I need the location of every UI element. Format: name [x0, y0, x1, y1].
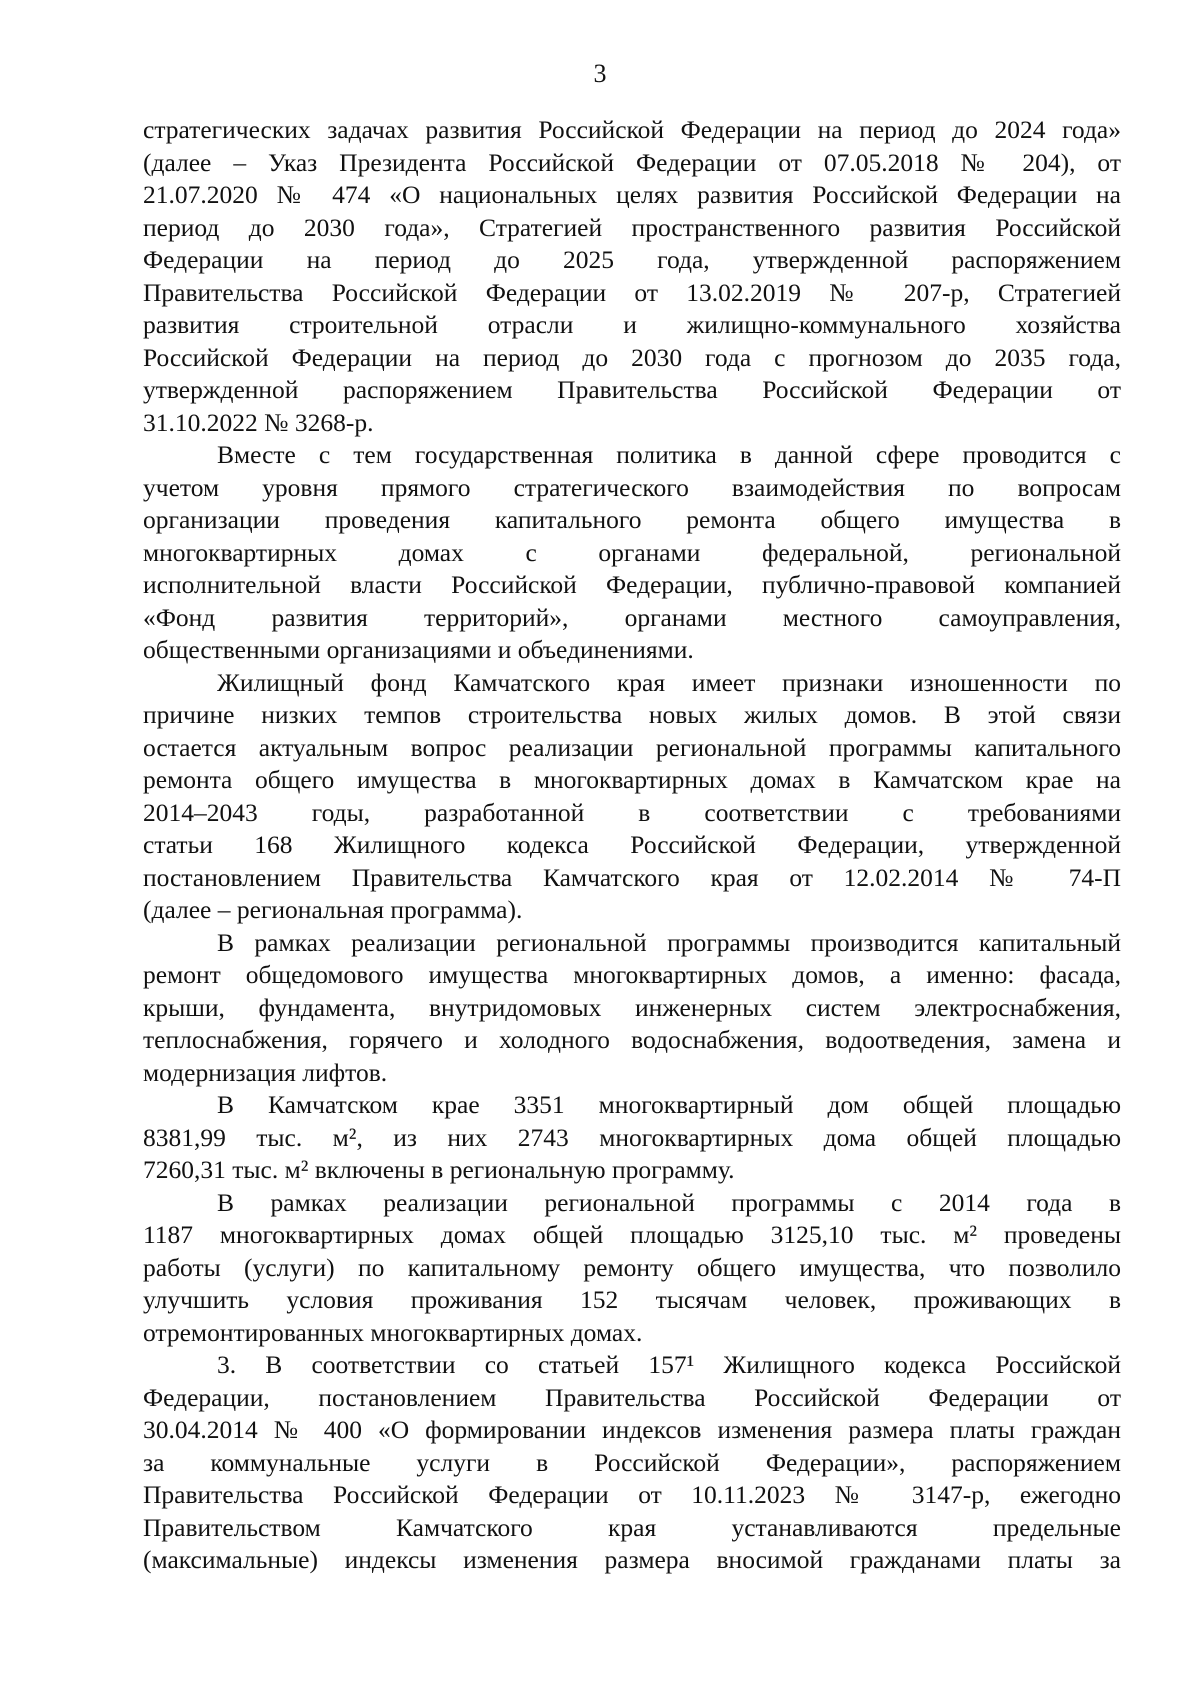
text-line: Федерации на период до 2025 года, утвержденной распоряжением	[143, 245, 1121, 274]
paragraph-repair-scope	[143, 927, 1121, 1090]
document-body	[143, 114, 1121, 1577]
text-line: В Камчатском крае 3351 многоквартирный дом общей площадью	[217, 1090, 1121, 1119]
text-line: учетом уровня прямого стратегического взаимодействия по вопросам	[143, 472, 1121, 502]
text-line: 3. В соответствии со статьей 157¹ Жилищного кодекса Российской	[217, 1350, 1121, 1379]
text-line: улучшить условия проживания 152 тысячам человек, проживающих в	[143, 1285, 1121, 1314]
text-line: (далее – Указ Президента Российской Федерации от 07.05.2018 № 204), от	[143, 147, 1121, 177]
text-line: утвержденной распоряжением Правительства Российской Федерации от	[143, 375, 1121, 404]
text-line: развития строительной отрасли и жилищно-коммунального хозяйства	[143, 310, 1121, 339]
paragraph-housing-stock	[143, 667, 1121, 927]
text-line: (максимальные) индексы изменения размера вносимой гражданами платы за	[143, 1545, 1121, 1574]
text-line: отремонтированных многоквартирных домах.	[143, 1317, 643, 1347]
text-line: В рамках реализации региональной программы с 2014 года в	[217, 1187, 1121, 1217]
text-line: период до 2030 года», Стратегией пространственного развития Российской	[143, 212, 1121, 242]
text-line: Федерации, постановлением Правительства Российской Федерации от	[143, 1382, 1121, 1412]
text-line: Жилищный фонд Камчатского края имеет признаки изношенности по	[217, 667, 1121, 697]
text-line: 1187 многоквартирных домах общей площадью 3125,10 тыс. м² проведены	[143, 1220, 1121, 1249]
text-line: В рамках реализации региональной программы производится капитальный	[217, 927, 1121, 957]
text-line: 8381,99 тыс. м², из них 2743 многоквартирных дома общей площадью	[143, 1122, 1121, 1152]
text-line: модернизация лифтов.	[143, 1057, 388, 1087]
text-line: 30.04.2014 № 400 «О формировании индексов изменения размера платы граждан	[143, 1415, 1121, 1444]
text-line: за коммунальные услуги в Российской Федерации», распоряжением	[143, 1447, 1121, 1477]
text-line: Правительства Российской Федерации от 10.11.2023 № 3147-р, ежегодно	[143, 1480, 1121, 1509]
text-line: 31.10.2022 № 3268-р.	[143, 407, 374, 437]
text-line: Правительством Камчатского края устанавливаются предельные	[143, 1512, 1121, 1542]
text-line: теплоснабжения, горячего и холодного водоснабжения, водоотведения, замена и	[143, 1025, 1121, 1054]
text-line: 21.07.2020 № 474 «О национальных целях развития Российской Федерации на	[143, 180, 1121, 209]
text-line: «Фонд развития территорий», органами местного самоуправления,	[143, 602, 1121, 632]
text-line: работы (услуги) по капитальному ремонту общего имущества, что позволило	[143, 1252, 1121, 1282]
text-line: Вместе с тем государственная политика в данной сфере проводится с	[217, 440, 1121, 469]
text-line: общественными организациями и объединениями.	[143, 635, 694, 664]
text-line: остается актуальным вопрос реализации региональной программы капитального	[143, 732, 1121, 762]
text-line: ремонт общедомового имущества многоквартирных домов, а именно: фасада,	[143, 960, 1121, 989]
text-line: постановлением Правительства Камчатского края от 12.02.2014 № 74-П	[143, 862, 1121, 892]
text-line: причине низких темпов строительства новых жилых домов. В этой связи	[143, 700, 1121, 729]
paragraph-strategic-documents	[143, 114, 1121, 439]
text-line: статьи 168 Жилищного кодекса Российской Федерации, утвержденной	[143, 830, 1121, 859]
text-line: Российской Федерации на период до 2030 года с прогнозом до 2035 года,	[143, 342, 1121, 372]
text-line: крыши, фундамента, внутридомовых инженерных систем электроснабжения,	[143, 992, 1121, 1022]
text-line: (далее – региональная программа).	[143, 895, 523, 924]
text-line: 7260,31 тыс. м² включены в региональную программу.	[143, 1155, 735, 1184]
paragraph-repair-results	[143, 1187, 1121, 1350]
paragraph-section-3	[143, 1349, 1121, 1577]
text-line: исполнительной власти Российской Федерации, публично-правовой компанией	[143, 570, 1121, 599]
text-line: Правительства Российской Федерации от 13.02.2019 № 207-р, Стратегией	[143, 277, 1121, 307]
page-number: 3	[593, 59, 607, 88]
paragraph-state-policy	[143, 439, 1121, 667]
text-line: ремонта общего имущества в многоквартирных домах в Камчатском крае на	[143, 765, 1121, 794]
text-line: организации проведения капитального ремонта общего имущества в	[143, 505, 1121, 534]
text-line: 2014–2043 годы, разработанной в соответствии с требованиями	[143, 797, 1121, 827]
paragraph-building-count	[143, 1089, 1121, 1187]
text-line: многоквартирных домах с органами федеральной, региональной	[143, 537, 1121, 567]
text-line: стратегических задачах развития Российской Федерации на период до 2024 года»	[143, 115, 1121, 144]
